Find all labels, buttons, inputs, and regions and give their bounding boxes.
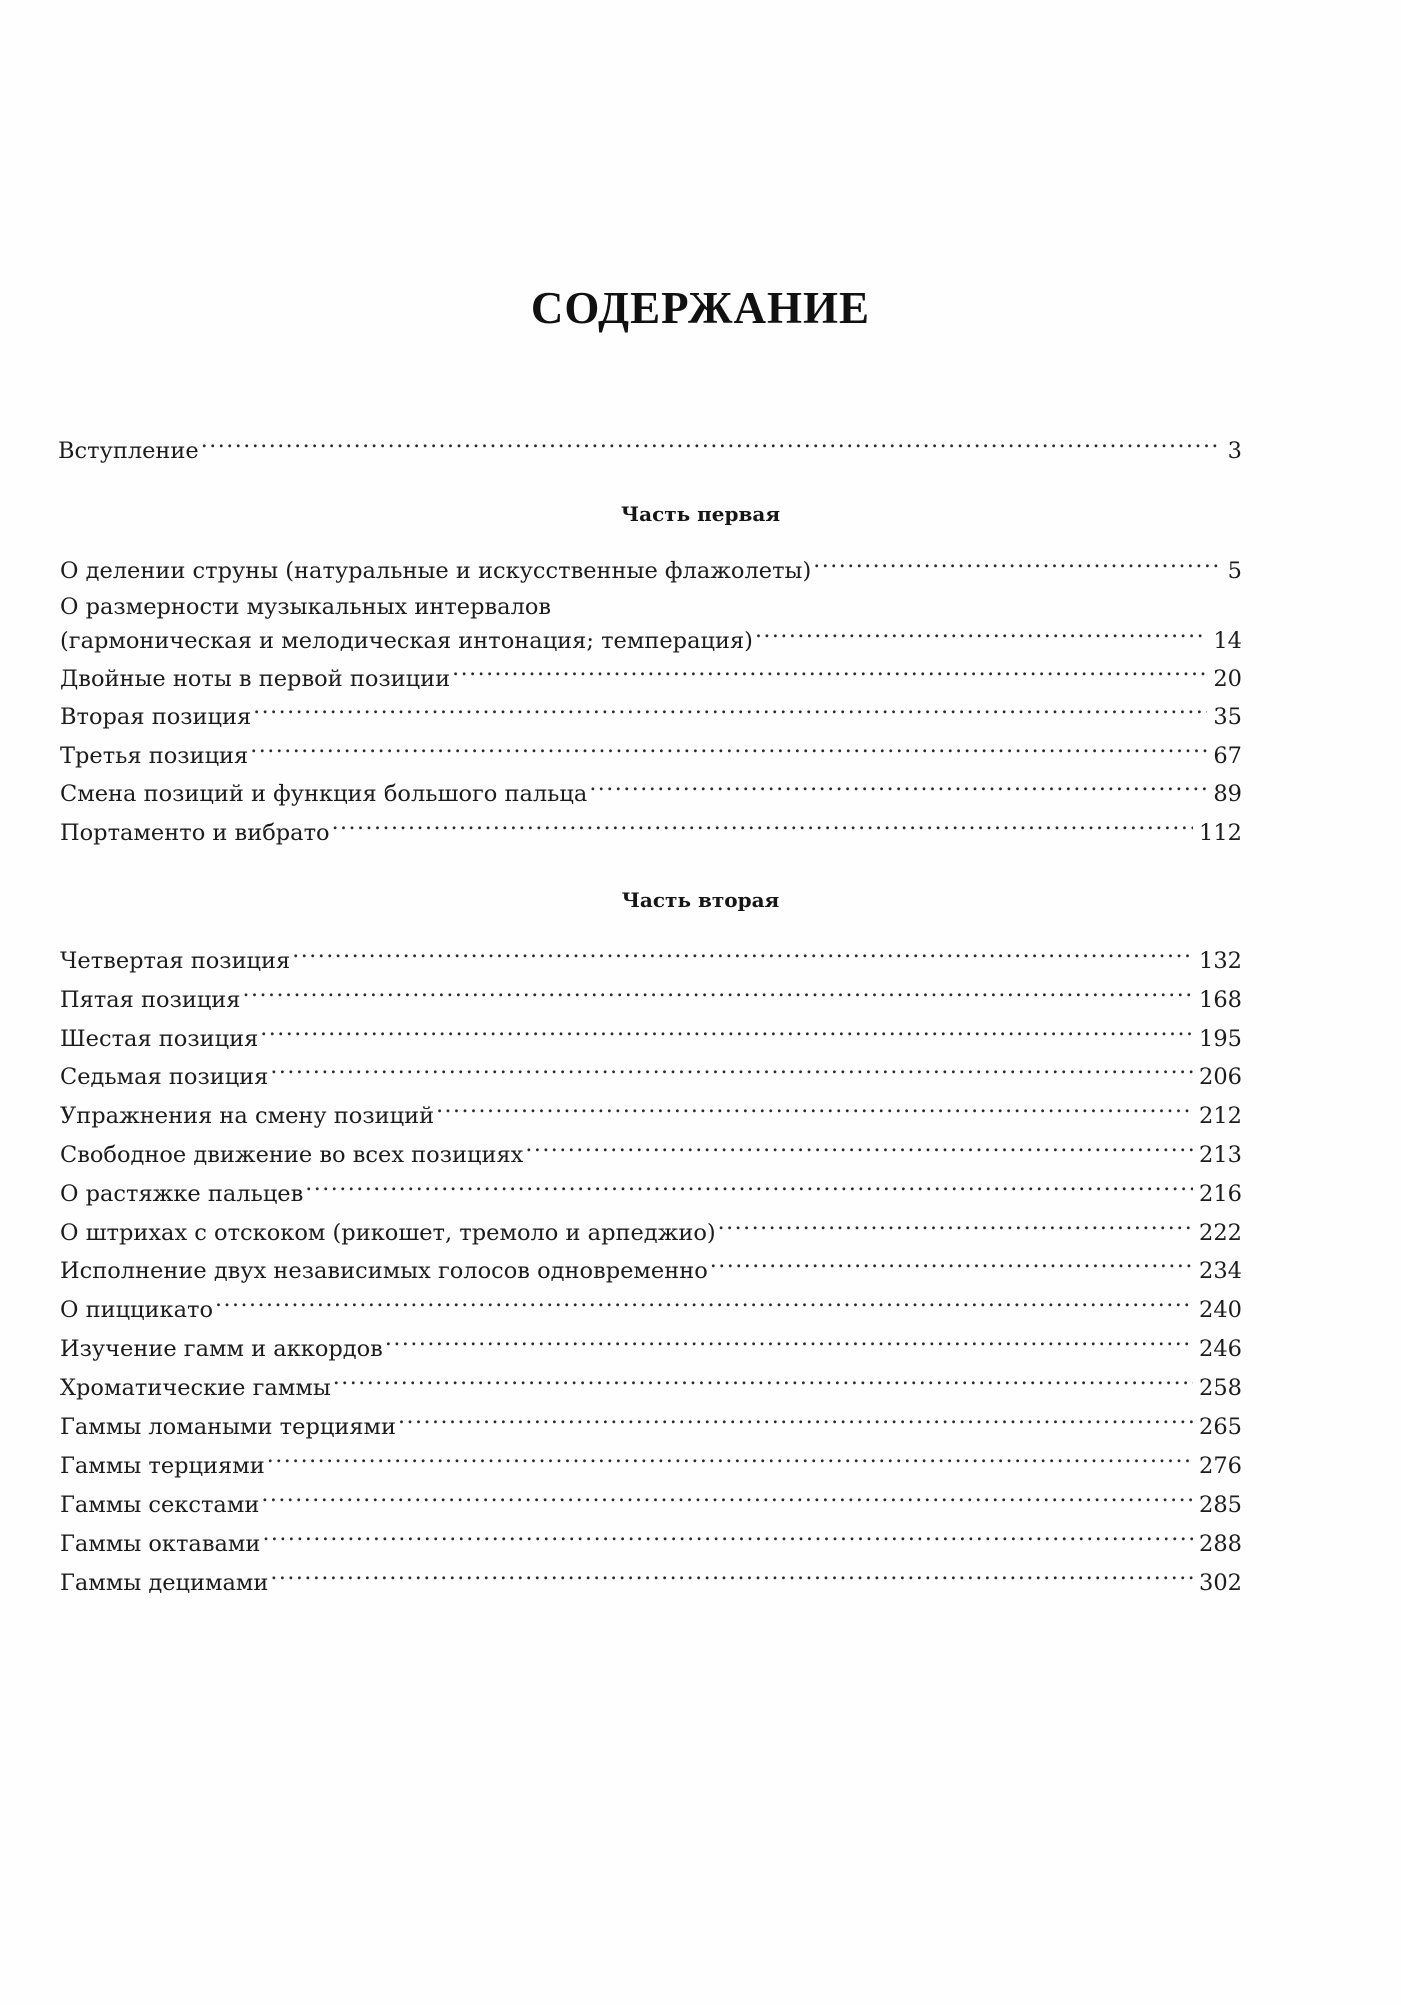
- leader-dots: [267, 1443, 1193, 1473]
- leader-dots: [261, 1482, 1193, 1512]
- toc-entry-page: 35: [1213, 704, 1242, 730]
- toc-entry-label: Гаммы терциями: [60, 1453, 265, 1479]
- toc-entry-label: Свободное движение во всех позициях: [60, 1142, 524, 1168]
- toc-entry: [60, 1404, 1242, 1440]
- toc-entry-label: Четвертая позиция: [60, 948, 291, 974]
- toc-entry: [60, 1287, 1242, 1323]
- toc-entry-page: 195: [1199, 1026, 1242, 1052]
- toc-entry: [60, 656, 1242, 692]
- toc-entry: [60, 548, 1242, 584]
- leader-dots: [270, 1054, 1193, 1084]
- toc-entry-page: 89: [1213, 781, 1242, 807]
- toc-entry: [60, 1248, 1242, 1284]
- toc-entry-page: 132: [1199, 948, 1242, 974]
- toc-entry: [60, 733, 1242, 769]
- part-one-heading: Часть первая: [620, 502, 781, 526]
- toc-entry-label: Шестая позиция: [60, 1026, 259, 1052]
- toc-entry-label: Хроматические гаммы: [60, 1375, 331, 1401]
- toc-entry-page: 67: [1213, 743, 1242, 769]
- leader-dots: [333, 1365, 1193, 1395]
- leader-dots: [292, 938, 1193, 968]
- toc-entry-label: Смена позиций и функция большого пальца: [60, 781, 588, 807]
- leader-dots: [332, 810, 1193, 840]
- leader-dots: [718, 1210, 1193, 1240]
- toc-entry: [60, 1482, 1242, 1518]
- toc-entry-page: 206: [1199, 1064, 1242, 1090]
- toc-entry-page: 212: [1199, 1103, 1242, 1129]
- page-title: СОДЕРЖАНИЕ: [530, 283, 871, 333]
- toc-entry-page: 3: [1227, 438, 1242, 464]
- leader-dots: [243, 977, 1194, 1007]
- toc-entry-label: Пятая позиция: [60, 987, 241, 1013]
- leader-dots: [710, 1248, 1193, 1278]
- leader-dots: [813, 548, 1221, 578]
- toc-entry-label: О штрихах с отскоком (рикошет, тремоло и арпеджио): [60, 1220, 716, 1246]
- leader-dots: [250, 733, 1207, 763]
- leader-dots: [215, 1287, 1193, 1317]
- toc-entry: [60, 694, 1242, 730]
- toc-entry: [60, 1132, 1242, 1168]
- toc-entry-label: Изучение гамм и аккордов: [60, 1336, 383, 1362]
- toc-entry-page: 14: [1213, 628, 1242, 654]
- toc-entry: [60, 1560, 1242, 1596]
- toc-entry: [60, 1443, 1242, 1479]
- leader-dots: [262, 1521, 1193, 1551]
- toc-entry-page: 276: [1199, 1453, 1242, 1479]
- toc-entry-intro: [58, 428, 1242, 464]
- toc-entry-label: Гаммы ломаными терциями: [60, 1414, 397, 1440]
- leader-dots: [253, 694, 1207, 724]
- toc-entry-page: 234: [1199, 1258, 1242, 1284]
- toc-entry-label: О растяжке пальцев: [60, 1181, 304, 1207]
- toc-entry-page: 213: [1199, 1142, 1242, 1168]
- leader-dots: [305, 1171, 1193, 1201]
- toc-entry-label: О размерности музыкальных интервалов: [60, 594, 552, 620]
- toc-entry-page: 265: [1199, 1414, 1242, 1440]
- toc-entry-label: Вступление: [58, 438, 199, 464]
- toc-entry-page: 20: [1213, 666, 1242, 692]
- leader-dots: [525, 1132, 1193, 1162]
- toc-entry-label: Гаммы октавами: [60, 1531, 261, 1557]
- toc-entry-page: 112: [1199, 820, 1242, 846]
- toc-entry-page: 5: [1227, 558, 1242, 584]
- toc-entry-label: Двойные ноты в первой позиции: [60, 666, 451, 692]
- toc-entry-page: 246: [1199, 1336, 1242, 1362]
- toc-entry-page: 302: [1199, 1570, 1242, 1596]
- toc-entry: [60, 618, 1242, 654]
- leader-dots: [452, 656, 1207, 686]
- toc-entry: [60, 1210, 1242, 1246]
- toc-entry-label: О пиццикато: [60, 1297, 213, 1323]
- toc-entry: [60, 1365, 1242, 1401]
- leader-dots: [201, 428, 1222, 458]
- toc-entry: [60, 1016, 1242, 1052]
- toc-entry-label: Третья позиция: [60, 743, 249, 769]
- leader-dots: [436, 1093, 1193, 1123]
- toc-entry: [60, 1326, 1242, 1362]
- toc-entry-label: Вторая позиция: [60, 704, 252, 730]
- toc-entry: [60, 1521, 1242, 1557]
- toc-entry-label: Упражнения на смену позиций: [60, 1103, 435, 1129]
- toc-entry-page: 168: [1199, 987, 1242, 1013]
- toc-entry: [60, 1171, 1242, 1207]
- toc-entry-label: Гаммы секстами: [60, 1492, 260, 1518]
- toc-entry: [60, 810, 1242, 846]
- toc-entry: [60, 938, 1242, 974]
- toc-entry: [60, 1054, 1242, 1090]
- toc-entry: [60, 1093, 1242, 1129]
- toc-entry-page: 285: [1199, 1492, 1242, 1518]
- leader-dots: [398, 1404, 1193, 1434]
- toc-entry-label: Седьмая позиция: [60, 1064, 269, 1090]
- toc-entry-label: Портаменто и вибрато: [60, 820, 330, 846]
- leader-dots: [385, 1326, 1193, 1356]
- toc-entry-page: 222: [1199, 1220, 1242, 1246]
- toc-entry-label: Исполнение двух независимых голосов одновременно: [60, 1258, 708, 1284]
- leader-dots: [589, 771, 1207, 801]
- leader-dots: [270, 1560, 1193, 1590]
- toc-entry-page: 240: [1199, 1297, 1242, 1323]
- leader-dots: [755, 618, 1207, 648]
- toc-entry: [60, 771, 1242, 807]
- toc-entry-label: Гаммы децимами: [60, 1570, 269, 1596]
- toc-entry-page: 216: [1199, 1181, 1242, 1207]
- toc-entry-page: 258: [1199, 1375, 1242, 1401]
- toc-entry-label-continued: (гармоническая и мелодическая интонация; темперация): [60, 628, 753, 654]
- part-two-heading: Часть вторая: [621, 888, 780, 912]
- toc-entry-page: 288: [1199, 1531, 1242, 1557]
- toc-entry: [60, 977, 1242, 1013]
- leader-dots: [260, 1016, 1193, 1046]
- toc-entry-label: О делении струны (натуральные и искусственные флажолеты): [60, 558, 812, 584]
